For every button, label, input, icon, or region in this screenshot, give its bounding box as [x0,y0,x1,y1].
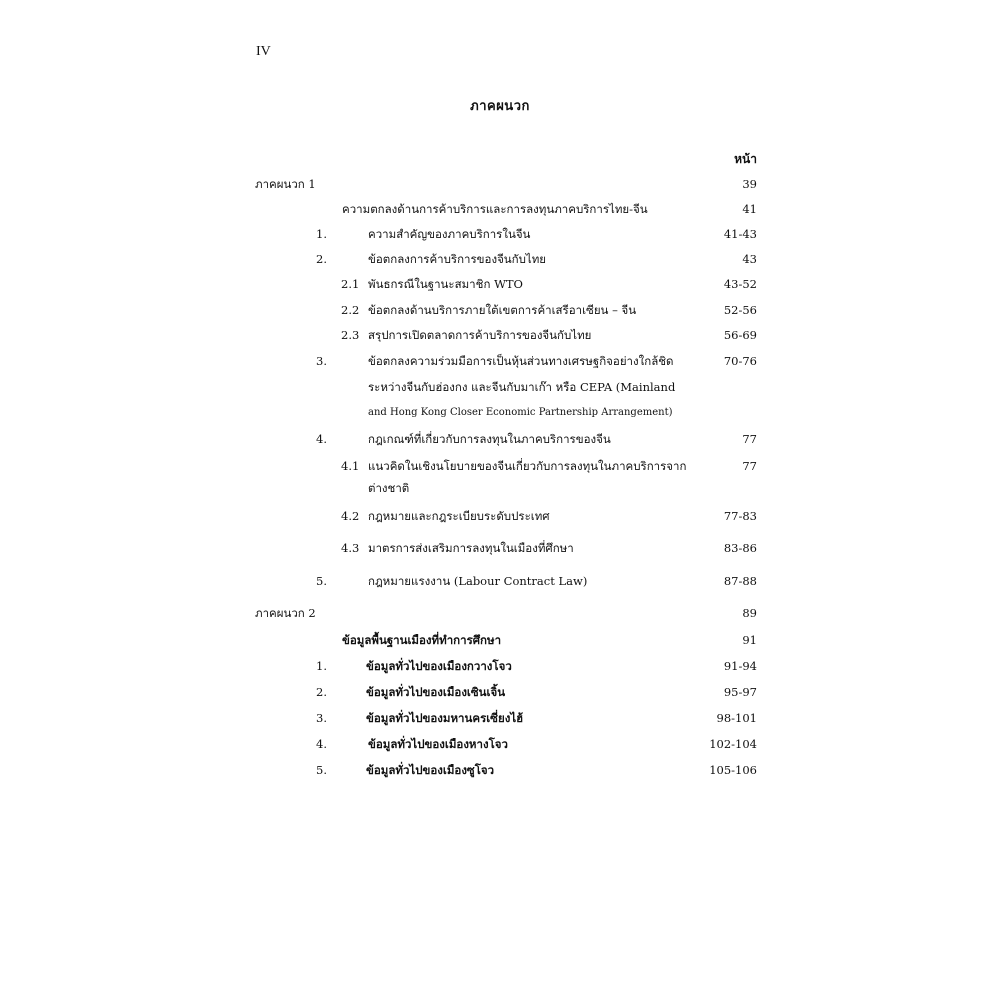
toc-item-number: 5. [316,763,327,777]
toc-item-page: 43-52 [723,277,757,291]
toc-item-number: 2.2 [341,303,360,317]
toc-item-number: 2. [316,252,327,266]
appendix2-label: ภาคผนวก 2 [255,606,316,620]
appendix1-heading-page: 41 [742,202,757,216]
toc-item-number: 4.3 [341,541,360,555]
toc-item-text: ข้อตกลงความร่วมมือการเป็นหุ้นส่วนทางเศรษฐกิจอย่างใกล้ชิด [368,354,674,368]
toc-item-number: 2.1 [341,277,360,291]
toc-item-number: 2.3 [341,328,360,342]
toc-item-text: ข้อมูลทั่วไปของเมืองเซินเจิ้น [366,685,506,699]
appendix1-page: 39 [742,177,757,191]
toc-item-text: ข้อมูลทั่วไปของเมืองซูโจว [366,763,495,777]
toc-item-page: 87-88 [723,574,757,588]
toc-item-page: 52-56 [723,303,757,317]
toc-item-text: กฎเกณฑ์ที่เกี่ยวกับการลงทุนในภาคบริการของจีน [368,432,611,446]
appendix2-heading: ข้อมูลพื้นฐานเมืองที่ทำการศึกษา [342,633,502,647]
page-column-label: หน้า [734,152,757,166]
toc-item-number: 4. [316,432,327,446]
appendix2-page: 89 [742,606,757,620]
toc-item-page: 95-97 [723,685,757,699]
toc-item-text: มาตรการส่งเสริมการลงทุนในเมืองที่ศึกษา [368,541,574,555]
toc-item-page: 91-94 [723,659,757,673]
toc-item-page: 83-86 [723,541,757,555]
toc-item-text: สรุปการเปิดตลาดการค้าบริการของจีนกับไทย [368,328,592,342]
toc-item-number: 4.2 [341,509,360,523]
appendix2-heading-page: 91 [742,633,757,647]
toc-item-text: ข้อมูลทั่วไปของเมืองกวางโจว [366,659,512,673]
toc-item-text: ข้อมูลทั่วไปของมหานครเซี่ยงไฮ้ [366,711,524,725]
toc-item-page: 56-69 [723,328,757,342]
toc-item-text: ข้อตกลงการค้าบริการของจีนกับไทย [368,252,547,266]
roman-page-number: IV [256,44,271,59]
toc-item-page: 41-43 [723,227,757,241]
toc-item-text: กฎหมายและกฎระเบียบระดับประเทศ [368,509,550,523]
appendix1-heading: ความตกลงด้านการค้าบริการและการลงทุนภาคบริการไทย-จีน [342,202,648,216]
toc-item-page: 77 [742,459,757,473]
toc-item-number: 3. [316,711,327,725]
toc-item-page: 98-101 [716,711,757,725]
toc-item-number: 4.1 [341,459,360,473]
toc-item-text: พันธกรณีในฐานะสมาชิก WTO [368,277,523,291]
toc-item-text: กฎหมายแรงงาน (Labour Contract Law) [368,574,588,588]
toc-item-number: 3. [316,354,327,368]
toc-item-page: 102-104 [709,737,757,751]
toc-item-text-line3: and Hong Kong Closer Economic Partnership Arrangement) [368,407,673,418]
toc-item-page: 105-106 [709,763,757,777]
toc-item-number: 4. [316,737,327,751]
toc-item-page: 77-83 [723,509,757,523]
toc-item-text-line2: ต่างชาติ [368,481,410,495]
toc-item-text: ความสำคัญของภาคบริการในจีน [368,227,531,241]
toc-item-text: ข้อมูลทั่วไปของเมืองหางโจว [368,737,508,751]
toc-item-page: 70-76 [723,354,757,368]
toc-item-text-line2: ระหว่างจีนกับฮ่องกง และจีนกับมาเก๊า หรือ CEPA (Mainland [368,380,676,394]
toc-item-page: 43 [742,252,757,266]
toc-item-text: ข้อตกลงด้านบริการภายใต้เขตการค้าเสรีอาเซียน – จีน [368,303,637,317]
toc-item-number: 2. [316,685,327,699]
toc-item-number: 1. [316,227,327,241]
toc-item-number: 1. [316,659,327,673]
page-title: ภาคผนวก [470,99,530,114]
toc-item-page: 77 [742,432,757,446]
appendix1-label: ภาคผนวก 1 [255,177,316,191]
toc-item-number: 5. [316,574,327,588]
toc-item-text: แนวคิดในเชิงนโยบายของจีนเกี่ยวกับการลงทุนในภาคบริการจาก [368,459,687,473]
